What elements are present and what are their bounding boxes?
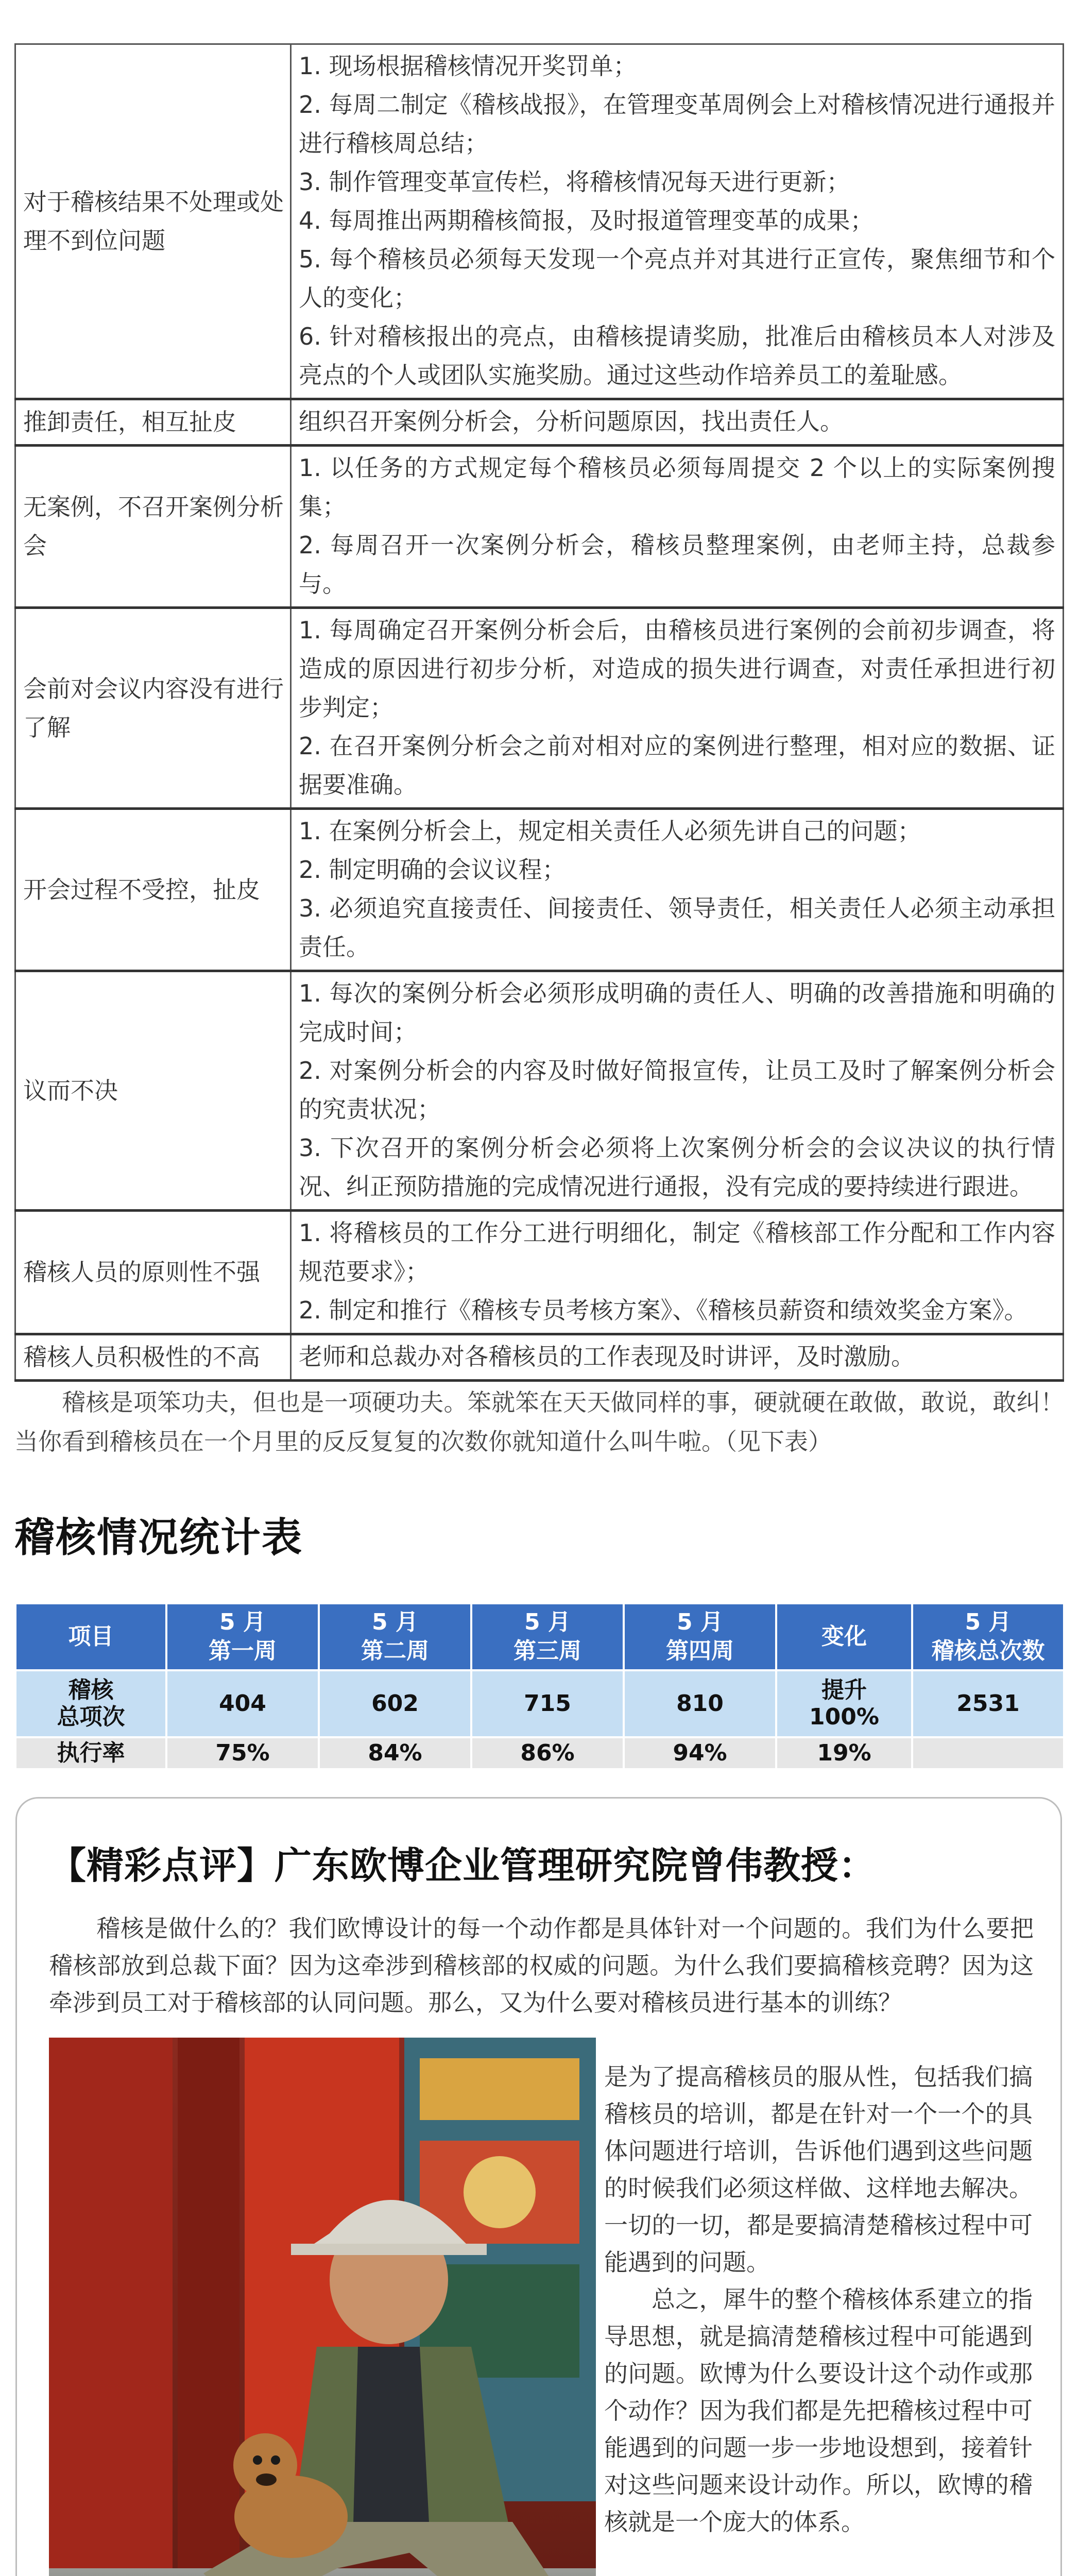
intro-paragraph: 稽核是项笨功夫，但也是一项硬功夫。笨就笨在天天做同样的事，硬就硬在敢做，敢说，敢纠！当你看到稽核员在一个月里的反反复复的次数你就知道什么叫牛啦。（见下表） bbox=[14, 1388, 1064, 1455]
problem-issue: 推卸责任，相互扯皮 bbox=[15, 399, 291, 446]
solution-line: 2. 每周二制定《稽核战报》，在管理变革周例会上对稽核情况进行通报并进行稽核周总结； bbox=[299, 91, 1055, 157]
solution-line: 3. 下次召开的案例分析会必须将上次案例分析会的会议决议的执行情况、纠正预防措施的完成情况进行通报，没有完成的要持续进行跟进。 bbox=[299, 1134, 1055, 1200]
problem-solution bbox=[291, 971, 1064, 1211]
solution-line: 6. 针对稽核报出的亮点，由稽核提请奖励，批准后由稽核员本人对涉及亮点的个人或团队实施奖励。通过这些动作培养员工的羞耻感。 bbox=[299, 323, 1055, 389]
solution-line: 2. 制定和推行《稽核专员考核方案》、《稽核员薪资和绩效奖金方案》。 bbox=[299, 1296, 1028, 1324]
problem-solution bbox=[291, 399, 1064, 446]
solution-line: 组织召开案例分析会，分析问题原因，找出责任人。 bbox=[299, 408, 844, 435]
stats-cell: 715 bbox=[471, 1670, 624, 1737]
stats-cell: 75% bbox=[166, 1737, 319, 1769]
solution-line: 1. 在案例分析会上，规定相关责任人必须先讲自己的问题； bbox=[299, 817, 921, 845]
stats-cell: 84% bbox=[319, 1737, 471, 1769]
stats-cell: 稽核 总项次 bbox=[15, 1670, 166, 1737]
stats-header-cell: 变化 bbox=[776, 1603, 912, 1670]
comment-paragraph-1-lead: 稽核是做什么的？我们欧博设计的每一个动作都是具体针对一个问题的。我们为什么要把稽核部放到总裁下面？因为这牵涉到稽核部的权威的问题。为什么我们要搞稽核竞聘？因为这牵涉到员工对于稽核部的认同问题。那么，又为什么要对稽核员进行基本的训练？ bbox=[49, 1914, 1034, 2016]
solution-line: 4. 每周推出两期稽核简报，及时报道管理变革的成果； bbox=[299, 207, 874, 234]
solution-line: 3. 必须追究直接责任、间接责任、领导责任，相关责任人必须主动承担责任。 bbox=[299, 894, 1055, 961]
stats-cell bbox=[912, 1737, 1064, 1769]
comment-paragraph-1-rest: 是为了提高稽核员的服从性，包括我们搞稽核员的培训，都是在针对一个一个的具体问题进行培训，告诉他们遇到这些问题的时候我们必须这样做、这样地去解决。一切的一切，都是要搞清楚稽核过程中可能遇到的问题。 bbox=[604, 2063, 1033, 2276]
solution-line: 1. 现场根据稽核情况开奖罚单； bbox=[299, 52, 637, 80]
stats-cell: 404 bbox=[166, 1670, 319, 1737]
stats-cell: 2531 bbox=[912, 1670, 1064, 1737]
problem-row bbox=[15, 608, 1064, 809]
stats-section-title: 稽核情况统计表 bbox=[14, 1515, 303, 1561]
comment-paragraph-2: 总之，犀牛的整个稽核体系建立的指导思想，就是搞清楚稽核过程中可能遇到的问题。欧博为什么要设计这个动作或那个动作？因为我们都是先把稽核过程中可能遇到的问题一步一步地设想到，接着针对这些问题来设计动作。所以，欧博的稽核就是一个庞大的体系。 bbox=[604, 2285, 1033, 2536]
solution-line: 1. 每次的案例分析会必须形成明确的责任人、明确的改善措施和明确的完成时间； bbox=[299, 979, 1055, 1046]
problem-row bbox=[15, 446, 1064, 608]
stats-cell: 提升 100% bbox=[776, 1670, 912, 1737]
problem-row bbox=[15, 809, 1064, 971]
solution-line: 1. 每周确定召开案例分析会后，由稽核员进行案例的会前初步调查，将造成的原因进行初步分析，对造成的损失进行调查，对责任承担进行初步判定； bbox=[299, 616, 1055, 721]
stats-header-cell: 5 月 第四周 bbox=[624, 1603, 776, 1670]
problem-issue: 开会过程不受控，扯皮 bbox=[15, 809, 291, 971]
stats-cell: 86% bbox=[471, 1737, 624, 1769]
solution-line: 2. 每周召开一次案例分析会，稽核员整理案例，由老师主持，总裁参与。 bbox=[299, 531, 1055, 598]
problem-solution bbox=[291, 44, 1064, 399]
stats-header-cell: 项目 bbox=[15, 1603, 166, 1670]
professor-photo bbox=[49, 2038, 596, 2576]
problem-row bbox=[15, 44, 1064, 399]
problem-issue: 稽核人员的原则性不强 bbox=[15, 1211, 291, 1334]
solution-line: 1. 以任务的方式规定每个稽核员必须每周提交 2 个以上的实际案例搜集； bbox=[299, 454, 1055, 520]
solution-line: 老师和总裁办对各稽核员的工作表现及时讲评，及时激励。 bbox=[299, 1343, 915, 1370]
comment-box bbox=[15, 1797, 1062, 2576]
problem-issue: 议而不决 bbox=[15, 971, 291, 1211]
solution-line: 2. 对案例分析会的内容及时做好简报宣传，让员工及时了解案例分析会的究责状况； bbox=[299, 1057, 1055, 1123]
problem-issue: 无案例，不召开案例分析会 bbox=[15, 446, 291, 608]
problem-issue: 会前对会议内容没有进行了解 bbox=[15, 608, 291, 809]
solution-line: 3. 制作管理变革宣传栏，将稽核情况每天进行更新； bbox=[299, 168, 850, 196]
stats-table bbox=[14, 1602, 1065, 1770]
comment-title: 【精彩点评】广东欧博企业管理研究院曾伟教授： bbox=[49, 1844, 877, 1887]
problem-solution bbox=[291, 608, 1064, 809]
solution-line: 5. 每个稽核员必须每天发现一个亮点并对其进行正宣传，聚焦细节和个人的变化； bbox=[299, 245, 1055, 312]
problem-row bbox=[15, 399, 1064, 446]
problem-solution bbox=[291, 1211, 1064, 1334]
stats-header-cell: 5 月 第三周 bbox=[471, 1603, 624, 1670]
problem-issue: 稽核人员积极性的不高 bbox=[15, 1334, 291, 1381]
stats-cell: 810 bbox=[624, 1670, 776, 1737]
stats-cell: 602 bbox=[319, 1670, 471, 1737]
stats-cell: 19% bbox=[776, 1737, 912, 1769]
problem-row bbox=[15, 1334, 1064, 1381]
stats-cell: 执行率 bbox=[15, 1737, 166, 1769]
problem-issue: 对于稽核结果不处理或处理不到位问题 bbox=[15, 44, 291, 399]
stats-row bbox=[15, 1670, 1064, 1737]
solution-line: 1. 将稽核员的工作分工进行明细化，制定《稽核部工作分配和工作内容规范要求》； bbox=[299, 1219, 1055, 1285]
problem-solution bbox=[291, 809, 1064, 971]
problem-solution bbox=[291, 1334, 1064, 1381]
solution-line: 2. 制定明确的会议议程； bbox=[299, 856, 566, 884]
stats-header-cell: 5 月 第二周 bbox=[319, 1603, 471, 1670]
stats-cell: 94% bbox=[624, 1737, 776, 1769]
stats-header-cell: 5 月 稽核总次数 bbox=[912, 1603, 1064, 1670]
problem-solution-table bbox=[14, 43, 1064, 1382]
problem-row bbox=[15, 1211, 1064, 1334]
problem-row bbox=[15, 971, 1064, 1211]
stats-row bbox=[15, 1737, 1064, 1769]
stats-header-cell: 5 月 第一周 bbox=[166, 1603, 319, 1670]
professor-photo-illustration bbox=[49, 2038, 596, 2576]
problem-solution bbox=[291, 446, 1064, 608]
solution-line: 2. 在召开案例分析会之前对相对应的案例进行整理，相对应的数据、证据要准确。 bbox=[299, 732, 1055, 799]
